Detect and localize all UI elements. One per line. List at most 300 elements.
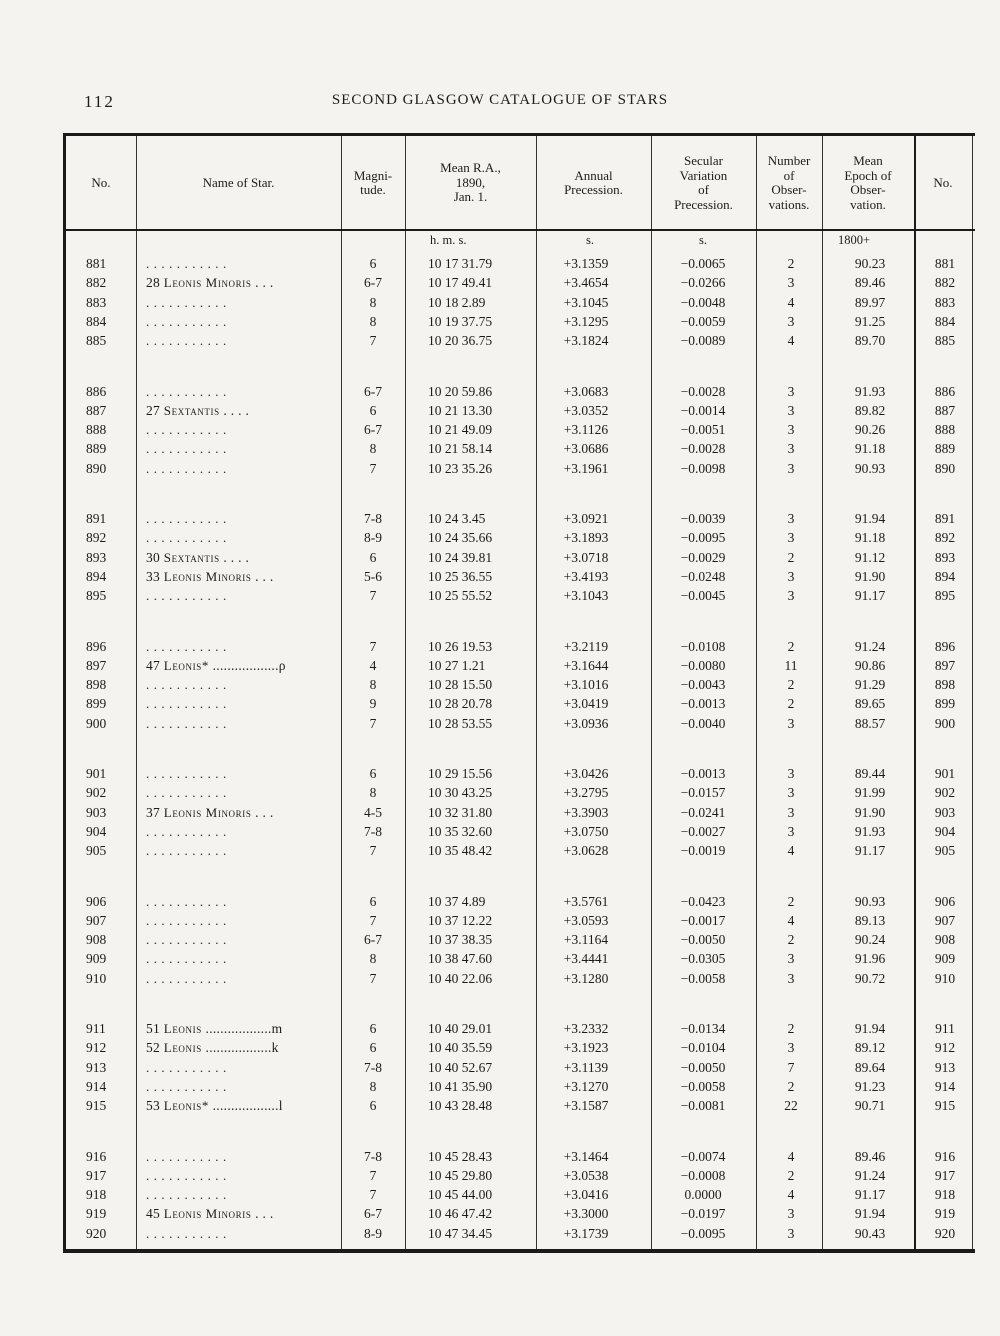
star-number-right: 900	[934, 715, 956, 731]
mean-epoch: 89.44	[854, 766, 886, 781]
magnitude: 6	[369, 766, 377, 781]
star-name	[146, 639, 227, 655]
star-name	[146, 843, 227, 859]
magnitude: 8-9	[364, 530, 382, 546]
secular-variation: −0.0013	[680, 696, 726, 712]
mean-epoch: 90.86	[854, 657, 886, 673]
mean-epoch: 91.99	[854, 785, 886, 801]
annual-precession: +3.0593	[563, 912, 609, 928]
magnitude: 7	[369, 1167, 377, 1183]
star-name-text: Sextantis	[163, 549, 220, 565]
observation-count: 3	[787, 951, 795, 967]
annual-precession: +3.3903	[563, 804, 609, 820]
mean-epoch: 89.65	[854, 696, 886, 712]
secular-variation: −0.0305	[680, 951, 726, 967]
star-name	[146, 716, 227, 732]
magnitude: 7	[369, 912, 377, 928]
observation-count: 3	[787, 804, 795, 820]
star-number-right: 905	[934, 843, 956, 859]
star-name	[146, 333, 227, 349]
observation-count: 2	[787, 893, 795, 909]
secular-variation: −0.0157	[680, 785, 726, 801]
mean-ra: 10 47 34.45	[428, 1225, 493, 1241]
table-row	[66, 422, 975, 441]
secular-variation: −0.0074	[680, 1148, 726, 1164]
star-name-text: Leonis*	[163, 657, 209, 673]
star-number: 915	[86, 1098, 107, 1114]
annual-precession: +3.1739	[563, 1225, 609, 1241]
secular-variation: −0.0098	[680, 460, 726, 476]
star-name	[146, 894, 227, 910]
secular-variation: −0.0423	[680, 893, 726, 909]
observation-count: 3	[787, 1040, 795, 1056]
star-number: 886	[86, 383, 107, 399]
magnitude: 7-8	[364, 823, 382, 839]
mean-ra: 10 23 35.26	[428, 460, 493, 476]
star-name-text: . . . . . . . . . . .	[146, 511, 227, 526]
star-name-text: Leonis Minoris	[163, 568, 252, 584]
table-row	[66, 696, 975, 715]
star-name	[146, 1060, 227, 1076]
star-name-text: . . . . . . . . . . .	[146, 785, 227, 801]
annual-precession: +3.1961	[563, 460, 609, 476]
star-name	[146, 696, 227, 712]
star-name-text: . . . . . . . . . . .	[146, 932, 227, 948]
page-number: 112	[84, 92, 115, 111]
mean-epoch: 90.93	[854, 460, 886, 476]
header-mean-ra: Mean R.A., 1890, Jan. 1.	[440, 160, 501, 205]
annual-precession: +3.2795	[563, 785, 609, 801]
secular-variation: −0.0134	[680, 1021, 726, 1036]
star-name	[146, 658, 286, 674]
mean-epoch: 91.17	[854, 843, 886, 859]
star-name-tail: . . . .	[223, 402, 250, 418]
mean-ra: 10 27 1.21	[428, 657, 486, 673]
star-number-right: 896	[934, 638, 956, 654]
star-name	[146, 1040, 279, 1056]
magnitude: 8	[369, 1078, 377, 1094]
star-name-number: 27	[146, 402, 161, 418]
star-number: 909	[86, 951, 107, 967]
secular-variation: −0.0059	[680, 313, 726, 329]
observation-count: 4	[787, 843, 795, 859]
observation-count: 3	[787, 823, 795, 839]
star-name	[146, 441, 227, 457]
mean-epoch: 91.17	[854, 588, 886, 604]
observation-count: 3	[787, 715, 795, 731]
star-number: 891	[86, 511, 107, 526]
magnitude: 8	[369, 313, 377, 329]
mean-ra: 10 28 15.50	[428, 677, 493, 693]
star-name-tail: ..................ρ	[212, 657, 286, 673]
star-number-right: 893	[934, 549, 956, 565]
star-name	[146, 295, 227, 311]
mean-ra: 10 43 28.48	[428, 1098, 493, 1114]
star-name-number: 51	[146, 1021, 161, 1036]
table-row	[66, 1149, 975, 1168]
annual-precession: +3.0426	[563, 766, 609, 781]
star-name-text: . . . . . . . . . . .	[146, 460, 227, 476]
star-number: 888	[86, 422, 107, 438]
star-number: 917	[86, 1167, 107, 1183]
observation-count: 2	[787, 1078, 795, 1094]
star-name-text: . . . . . . . . . . .	[146, 1167, 227, 1183]
star-number-right: 902	[934, 785, 956, 801]
magnitude: 6	[369, 256, 377, 271]
star-number: 895	[86, 588, 107, 604]
star-name-text: Leonis	[163, 1021, 202, 1036]
star-number: 913	[86, 1059, 107, 1075]
table-row	[66, 441, 975, 460]
star-name	[146, 422, 227, 438]
star-name	[146, 951, 227, 967]
annual-precession: +3.1045	[563, 294, 609, 310]
secular-variation: −0.0027	[680, 823, 726, 839]
observation-count: 11	[784, 657, 798, 673]
annual-precession: +3.1587	[563, 1098, 609, 1114]
mean-epoch: 91.90	[854, 804, 886, 820]
units-epoch: 1800+	[838, 233, 871, 247]
mean-ra: 10 38 47.60	[428, 951, 493, 967]
star-name-number: 47	[146, 657, 161, 673]
star-number: 914	[86, 1078, 107, 1094]
star-name	[146, 805, 274, 821]
mean-epoch: 90.26	[854, 422, 886, 438]
star-number-right: 903	[934, 804, 956, 820]
mean-epoch: 91.93	[854, 823, 886, 839]
secular-variation: −0.0058	[680, 1078, 726, 1094]
annual-precession: +3.5761	[563, 893, 609, 909]
table-row	[66, 530, 975, 549]
secular-variation: −0.0050	[680, 1059, 726, 1075]
mean-epoch: 91.18	[854, 441, 886, 457]
star-number: 920	[86, 1225, 107, 1241]
star-number: 889	[86, 441, 107, 457]
mean-ra: 10 18 2.89	[428, 294, 486, 310]
magnitude: 7-8	[364, 1059, 382, 1075]
star-name-tail: ..................k	[205, 1040, 279, 1056]
magnitude: 6-7	[364, 422, 382, 438]
observation-count: 4	[787, 333, 795, 349]
mean-ra: 10 24 35.66	[428, 530, 493, 546]
star-number-right: 892	[934, 530, 956, 546]
magnitude: 8	[369, 294, 377, 310]
star-name-text: . . . . . . . . . . .	[146, 1078, 227, 1094]
star-number-right: 891	[934, 511, 956, 526]
table-row	[66, 805, 975, 824]
observation-count: 2	[787, 1167, 795, 1183]
star-name-number: 33	[146, 568, 161, 584]
star-name-text: . . . . . . . . . . .	[146, 970, 227, 986]
mean-ra: 10 29 15.56	[428, 766, 493, 781]
star-name-text: . . . . . . . . . . .	[146, 1059, 227, 1075]
annual-precession: +3.0419	[563, 696, 609, 712]
secular-variation: −0.0028	[680, 383, 726, 399]
star-name	[146, 588, 227, 604]
star-number-right: 913	[934, 1059, 956, 1075]
mean-ra: 10 19 37.75	[428, 313, 493, 329]
star-name-text: . . . . . . . . . . .	[146, 1225, 227, 1241]
mean-epoch: 91.90	[854, 568, 886, 584]
header-name: Name of Star.	[202, 174, 275, 190]
star-number-right: 881	[934, 256, 956, 271]
annual-precession: +3.0628	[563, 843, 609, 859]
magnitude: 8	[369, 677, 377, 693]
observation-count: 3	[787, 460, 795, 476]
table-row	[66, 1060, 975, 1079]
star-name-text: . . . . . . . . . . .	[146, 638, 227, 654]
annual-precession: +3.0921	[563, 511, 609, 526]
star-number-right: 897	[934, 657, 956, 673]
star-name	[146, 785, 227, 801]
table-row	[66, 295, 975, 314]
table-row	[66, 1168, 975, 1187]
mean-epoch: 89.82	[854, 402, 886, 418]
star-name	[146, 913, 227, 929]
header-no-right: No.	[933, 174, 953, 190]
star-number-right: 888	[934, 422, 956, 438]
table-row	[66, 894, 975, 913]
star-name	[146, 550, 249, 566]
observation-count: 2	[787, 932, 795, 948]
secular-variation: −0.0013	[680, 766, 726, 781]
magnitude: 6	[369, 1021, 377, 1036]
secular-variation: −0.0017	[680, 912, 726, 928]
magnitude: 7-8	[364, 511, 382, 526]
star-number-right: 910	[934, 970, 956, 986]
annual-precession: +3.0683	[563, 383, 609, 399]
secular-variation: −0.0028	[680, 441, 726, 457]
mean-epoch: 88.57	[854, 715, 886, 731]
star-number-right: 911	[935, 1021, 955, 1036]
star-number: 908	[86, 932, 107, 948]
star-number-right: 919	[934, 1206, 956, 1222]
table-row	[66, 716, 975, 735]
secular-variation: −0.0108	[680, 638, 726, 654]
star-number-right: 884	[934, 313, 956, 329]
annual-precession: +3.1359	[563, 256, 609, 271]
annual-precession: +3.0750	[563, 823, 609, 839]
mean-ra: 10 26 19.53	[428, 638, 493, 654]
annual-precession: +3.1893	[563, 530, 609, 546]
secular-variation: −0.0039	[680, 511, 726, 526]
observation-count: 4	[787, 294, 795, 310]
star-number: 884	[86, 313, 107, 329]
annual-precession: +3.1644	[563, 657, 609, 673]
star-name-text: . . . . . . . . . . .	[146, 1187, 227, 1203]
star-number: 893	[86, 549, 107, 565]
magnitude: 9	[369, 696, 377, 712]
header-mean-epoch: Mean Epoch of Obser- vation.	[844, 153, 892, 212]
star-number: 907	[86, 912, 107, 928]
mean-epoch: 91.29	[854, 677, 886, 693]
star-name-text: Leonis Minoris	[163, 1206, 252, 1222]
annual-precession: +3.0686	[563, 441, 609, 457]
magnitude: 6-7	[364, 1206, 382, 1222]
mean-epoch: 91.94	[854, 1021, 886, 1036]
observation-count: 3	[787, 588, 795, 604]
star-name	[146, 511, 227, 527]
observation-count: 3	[787, 970, 795, 986]
star-name	[146, 932, 227, 948]
mean-epoch: 90.23	[854, 256, 886, 271]
star-name-text: . . . . . . . . . . .	[146, 766, 227, 781]
star-number: 916	[86, 1148, 107, 1164]
annual-precession: +3.1824	[563, 333, 609, 349]
secular-variation: −0.0095	[680, 530, 726, 546]
magnitude: 7	[369, 970, 377, 986]
mean-ra: 10 20 36.75	[428, 333, 493, 349]
star-number-right: 909	[934, 951, 956, 967]
observation-count: 4	[787, 1187, 795, 1203]
star-name-text: . . . . . . . . . . .	[146, 912, 227, 928]
star-number-right: 917	[934, 1167, 956, 1183]
star-number: 905	[86, 843, 107, 859]
star-name-tail: . . .	[255, 568, 274, 584]
secular-variation: −0.0043	[680, 677, 726, 693]
star-name	[146, 403, 249, 419]
magnitude: 6	[369, 893, 377, 909]
star-name-tail: . . .	[255, 804, 274, 820]
table-row	[66, 658, 975, 677]
mean-epoch: 91.17	[854, 1187, 886, 1203]
table-row	[66, 275, 975, 294]
mean-ra: 10 37 4.89	[428, 893, 486, 909]
star-name	[146, 256, 227, 272]
annual-precession: +3.1280	[563, 970, 609, 986]
table-row	[66, 843, 975, 862]
magnitude: 6-7	[364, 275, 382, 291]
table-row	[66, 824, 975, 843]
star-name-text: Leonis Minoris	[163, 804, 252, 820]
observation-count: 4	[787, 912, 795, 928]
mean-epoch: 89.70	[854, 333, 886, 349]
mean-ra: 10 41 35.90	[428, 1078, 493, 1094]
secular-variation: −0.0248	[680, 568, 726, 584]
star-name	[146, 1021, 282, 1037]
secular-variation: −0.0095	[680, 1225, 726, 1241]
table-row	[66, 384, 975, 403]
star-name-text: . . . . . . . . . . .	[146, 951, 227, 967]
star-number-right: 883	[934, 294, 956, 310]
magnitude: 7	[369, 715, 377, 731]
table-row	[66, 1079, 975, 1098]
table-row	[66, 932, 975, 951]
mean-ra: 10 37 12.22	[428, 912, 493, 928]
mean-ra: 10 40 35.59	[428, 1040, 493, 1056]
star-number-right: 889	[934, 441, 956, 457]
annual-precession: +3.0538	[563, 1167, 609, 1183]
star-number-right: 916	[934, 1148, 956, 1164]
secular-variation: −0.0045	[680, 588, 726, 604]
annual-precession: +3.1016	[563, 677, 609, 693]
star-name-text: Leonis	[163, 1040, 202, 1056]
star-name-number: 37	[146, 804, 161, 820]
mean-ra: 10 45 29.80	[428, 1167, 493, 1183]
mean-ra: 10 40 52.67	[428, 1059, 493, 1075]
observation-count: 3	[787, 785, 795, 801]
observation-count: 7	[787, 1059, 795, 1075]
star-name	[146, 766, 227, 782]
mean-epoch: 91.24	[854, 1167, 886, 1183]
star-number-right: 882	[934, 275, 956, 291]
observation-count: 3	[787, 275, 795, 291]
mean-epoch: 89.12	[854, 1040, 886, 1056]
star-number-right: 894	[934, 568, 956, 584]
annual-precession: +3.3000	[563, 1206, 609, 1222]
star-number-right: 898	[934, 677, 956, 693]
star-name-text: . . . . . . . . . . .	[146, 333, 227, 349]
star-number: 918	[86, 1187, 107, 1203]
secular-variation: −0.0080	[680, 657, 726, 673]
magnitude: 4	[369, 657, 377, 673]
mean-epoch: 91.94	[854, 511, 886, 526]
star-number-right: 901	[934, 766, 956, 781]
annual-precession: +3.1923	[563, 1040, 609, 1056]
star-name	[146, 971, 227, 987]
mean-ra: 10 25 36.55	[428, 568, 493, 584]
secular-variation: −0.0014	[680, 402, 726, 418]
secular-variation: −0.0040	[680, 715, 726, 731]
secular-variation: −0.0029	[680, 549, 726, 565]
secular-variation: 0.0000	[684, 1187, 722, 1203]
star-number: 894	[86, 568, 107, 584]
observation-count: 2	[787, 677, 795, 693]
units-precession: s.	[586, 233, 594, 247]
mean-ra: 10 20 59.86	[428, 383, 493, 399]
observation-count: 2	[787, 696, 795, 712]
table-row	[66, 639, 975, 658]
annual-precession: +3.1464	[563, 1148, 609, 1164]
table-row	[66, 951, 975, 970]
star-name-number: 52	[146, 1040, 161, 1056]
mean-ra: 10 21 58.14	[428, 441, 493, 457]
star-name-text: . . . . . . . . . . .	[146, 294, 227, 310]
mean-epoch: 90.71	[854, 1098, 886, 1114]
star-name-text: . . . . . . . . . . .	[146, 715, 227, 731]
star-name-text: Sextantis	[163, 402, 220, 418]
mean-ra: 10 37 38.35	[428, 932, 493, 948]
star-name	[146, 1206, 274, 1222]
star-name	[146, 1168, 227, 1184]
annual-precession: +3.0416	[563, 1187, 609, 1203]
magnitude: 6	[369, 549, 377, 565]
mean-ra: 10 45 28.43	[428, 1148, 493, 1164]
header-rule	[66, 229, 975, 231]
star-name-text: . . . . . . . . . . .	[146, 530, 227, 546]
star-number: 912	[86, 1040, 107, 1056]
mean-epoch: 90.93	[854, 893, 886, 909]
star-number-right: 914	[934, 1078, 956, 1094]
mean-epoch: 91.93	[854, 383, 886, 399]
magnitude: 6	[369, 1098, 377, 1114]
observation-count: 3	[787, 766, 795, 781]
mean-ra: 10 17 31.79	[428, 256, 493, 271]
table-row	[66, 1187, 975, 1206]
annual-precession: +3.4441	[563, 951, 609, 967]
star-name-text: . . . . . . . . . . .	[146, 823, 227, 839]
star-name	[146, 1187, 227, 1203]
mean-epoch: 89.97	[854, 294, 886, 310]
star-name-number: 45	[146, 1206, 161, 1222]
mean-epoch: 90.72	[854, 970, 886, 986]
magnitude: 7	[369, 333, 377, 349]
secular-variation: −0.0048	[680, 294, 726, 310]
star-name-number: 30	[146, 549, 161, 565]
star-number-right: 918	[934, 1187, 956, 1203]
observation-count: 2	[787, 1021, 795, 1036]
star-number-right: 912	[934, 1040, 956, 1056]
